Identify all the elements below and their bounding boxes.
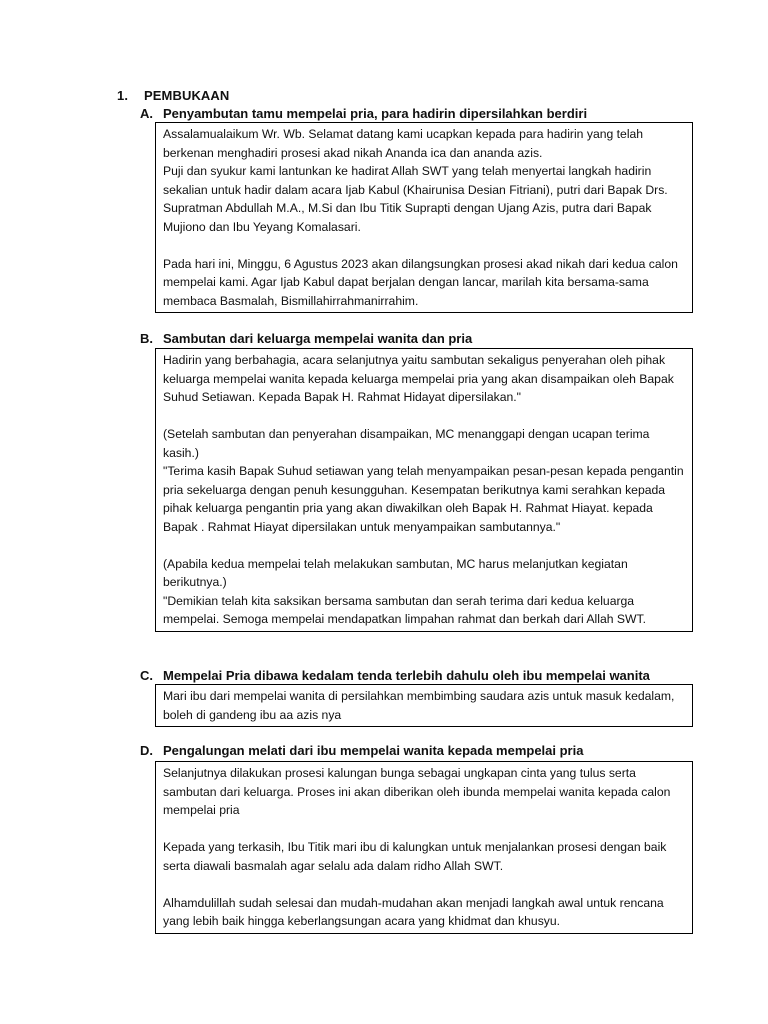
subsection-d-heading	[140, 743, 583, 758]
paragraph-b-5: "Demikian telah kita saksikan bersama sambutan dan serah terima dari kedua keluarga mempelai. Semoga mempelai mendapatkan limpahan rahmat dan berkah dari Allah SWT.	[163, 593, 647, 626]
paragraph-a-2: Puji dan syukur kami lantunkan ke hadirat Allah SWT yang telah menyertai langkah hadirin sekalian untuk hadir dalam acara Ijab Kabul (Khairunisa Desian Fitriani), putri dari Bapak Drs. Supratman Abdullah M.A., M.Si dan Ibu Titik Suprapti dengan Ujang Azis, putra dari Bapak Mujiono dan Ibu Yeyang Komalasari.	[163, 164, 668, 234]
paragraph-b-1: Hadirin yang berbahagia, acara selanjutnya yaitu sambutan sekaligus penyerahan oleh pihak keluarga mempelai wanita kepada keluarga mempelai pria yang akan disampaikan oleh Bapak Suhud Setiawan. Kepada Bapak H. Rahmat Hidayat dipersilakan."	[163, 353, 674, 404]
paragraph-d-1: Selanjutnya dilakukan prosesi kalungan bunga sebagai ungkapan cinta yang tulus serta sambutan dari keluarga. Proses ini akan diberikan oleh ibunda mempelai wanita kepada calon mempelai pria	[163, 766, 671, 817]
section-heading	[117, 88, 229, 103]
subsection-c-heading	[140, 668, 650, 683]
paragraph-b-4: (Apabila kedua mempelai telah melakukan sambutan, MC harus melanjutkan kegiatan berikutnya.)	[163, 556, 628, 589]
section-title: PEMBUKAAN	[144, 88, 230, 103]
subsection-b-letter: B.	[140, 331, 153, 346]
paragraph-d-3: Alhamdulillah sudah selesai dan mudah-mudahan akan menjadi langkah awal untuk rencana yang lebih baik hingga keberlangsungan acara yang khidmat dan khusyu.	[163, 895, 664, 928]
subsection-c-box	[155, 684, 693, 727]
paragraph-d-2: Kepada yang terkasih, Ibu Titik mari ibu di kalungkan untuk menjalankan prosesi dengan baik serta diawali basmalah agar selalu ada dalam ridho Allah SWT.	[163, 840, 667, 873]
subsection-c-title: Mempelai Pria dibawa kedalam tenda terlebih dahulu oleh ibu mempelai wanita	[163, 668, 650, 683]
subsection-a-title: Penyambutan tamu mempelai pria, para hadirin dipersilahkan berdiri	[163, 106, 588, 121]
section-number: 1.	[117, 88, 129, 103]
paragraph-b-2: (Setelah sambutan dan penyerahan disampaikan, MC menanggapi dengan ucapan terima kasih.)	[163, 427, 650, 460]
subsection-d-title: Pengalungan melati dari ibu mempelai wanita kepada mempelai pria	[163, 743, 584, 758]
subsection-a-heading	[140, 106, 587, 121]
paragraph-a-3: Pada hari ini, Minggu, 6 Agustus 2023 akan dilangsungkan prosesi akad nikah dari kedua calon mempelai kami. Agar Ijab Kabul dapat berjalan dengan lancar, marilah kita bersama-sama membaca Basmalah, Bismillahirrahmanirrahim.	[163, 256, 678, 308]
subsection-a-letter: A.	[140, 106, 153, 121]
paragraph-a-1: Assalamualaikum Wr. Wb. Selamat datang kami ucapkan kepada para hadirin yang telah berkenan menghadiri prosesi akad nikah Ananda ica dan ananda azis.	[163, 127, 644, 160]
subsection-b-title: Sambutan dari keluarga mempelai wanita dan pria	[163, 331, 473, 346]
subsection-c-letter: C.	[140, 668, 153, 683]
subsection-b-box	[155, 348, 693, 632]
paragraph-b-3: "Terima kasih Bapak Suhud setiawan yang telah menyampaikan pesan-pesan kepada pengantin pria sekeluarga dengan penuh kesungguhan. Kesempatan berikutnya kami serahkan kepada pihak keluarga pengantin pria yang akan diwakilkan oleh Bapak H. Rahmat Hiayat. kepada Bapak . Rahmat Hiayat dipersilakan untuk menyampaikan sambutannya."	[163, 464, 684, 534]
subsection-a-box	[155, 122, 693, 313]
paragraph-c-1: Mari ibu dari mempelai wanita di persilahkan membimbing saudara azis untuk masuk kedalam, boleh di gandeng ibu aa azis nya	[163, 689, 675, 722]
subsection-d-letter: D.	[140, 743, 153, 758]
subsection-b-heading	[140, 331, 472, 346]
subsection-d-box	[155, 761, 693, 934]
